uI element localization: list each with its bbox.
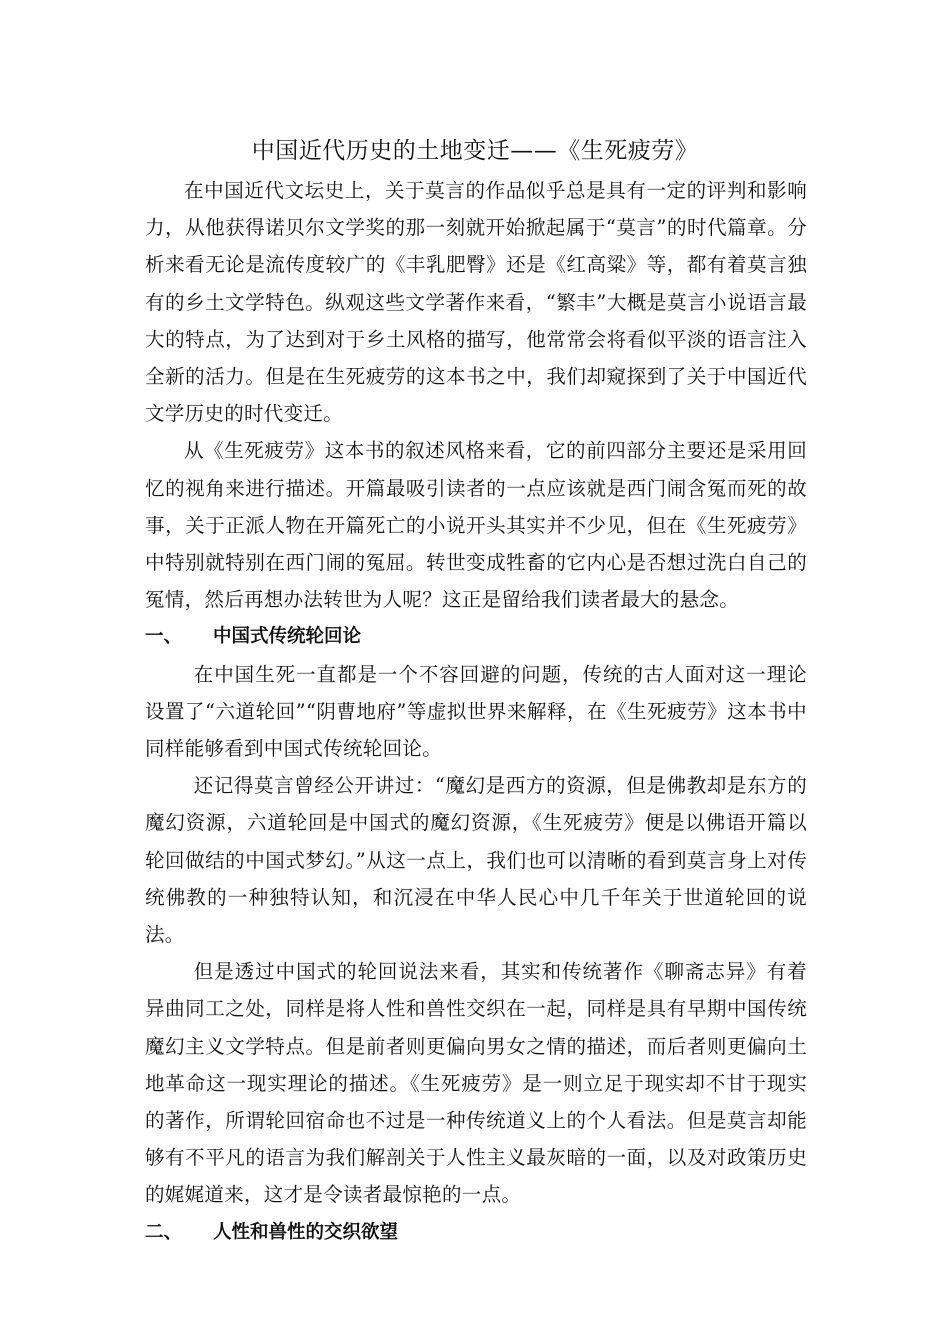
section-2-heading <box>145 1214 807 1251</box>
document-body <box>145 172 807 1251</box>
section-1-title: 中国式传统轮回论 <box>213 626 362 648</box>
section-2-number: 二、 <box>145 1221 183 1243</box>
section-1-paragraph-2: 还记得莫言曾经公开讲过：“魔幻是西方的资源，但是佛教却是东方的魔幻资源，六道轮回是中国式的魔幻资源，《生死疲劳》便是以佛语开篇以轮回做结的中国式梦幻。”从这一点上，我们也可以清晰的看到莫言身上对传统佛教的一种独特认知，和沉浸在中华人民心中几千年关于世道轮回的说法。 <box>145 774 807 947</box>
intro-paragraph-1: 在中国近代文坛史上，关于莫言的作品似乎总是具有一定的评判和影响力，从他获得诺贝尔文学奖的那一刻就开始掀起属于“莫言”的时代篇章。分析来看无论是流传度较广的《丰乳肥臀》还是《红高粱》等，都有着莫言独有的乡土文学特色。纵观这些文学著作来看，“繁丰”大概是莫言小说语言最大的特点，为了达到对于乡土风格的描写，他常常会将看似平淡的语言注入全新的活力。但是在生死疲劳的这本书之中，我们却窥探到了关于中国近代文学历史的时代变迁。 <box>145 179 807 426</box>
section-1-number: 一、 <box>145 626 183 648</box>
section-1-paragraph-1: 在中国生死一直都是一个不容回避的问题，传统的古人面对这一理论设置了“六道轮回”“阴曹地府”等虚拟世界来解释，在《生死疲劳》这本书中同样能够看到中国式传统轮回论。 <box>145 662 807 761</box>
section-1-paragraph-3: 但是透过中国式的轮回说法来看，其实和传统著作《聊斋志异》有着异曲同工之处，同样是将人性和兽性交织在一起，同样是具有早期中国传统魔幻主义文学特点。但是前者则更偏向男女之情的描述，而后者则更偏向土地革命这一现实理论的描述。《生死疲劳》是一则立足于现实却不甘于现实的著作，所谓轮回宿命也不过是一种传统道义上的个人看法。但是莫言却能够有不平凡的语言为我们解剖关于人性主义最灰暗的一面，以及对政策历史的娓娓道来，这才是令读者最惊艳的一点。 <box>145 960 807 1207</box>
section-1-heading <box>145 618 807 655</box>
page-title: 中国近代历史的土地变迁——《生死疲劳》 <box>251 138 699 164</box>
section-2-title: 人性和兽性的交织欲望 <box>213 1221 399 1243</box>
intro-paragraph-2: 从《生死疲劳》这本书的叙述风格来看，它的前四部分主要还是采用回忆的视角来进行描述。开篇最吸引读者的一点应该就是西门闹含冤而死的故事，关于正派人物在开篇死亡的小说开头其实并不少见，但在《生死疲劳》中特别就特别在西门闹的冤屈。转世变成牲畜的它内心是否想过洗白自己的冤情，然后再想办法转世为人呢？这正是留给我们读者最大的悬念。 <box>145 439 807 612</box>
